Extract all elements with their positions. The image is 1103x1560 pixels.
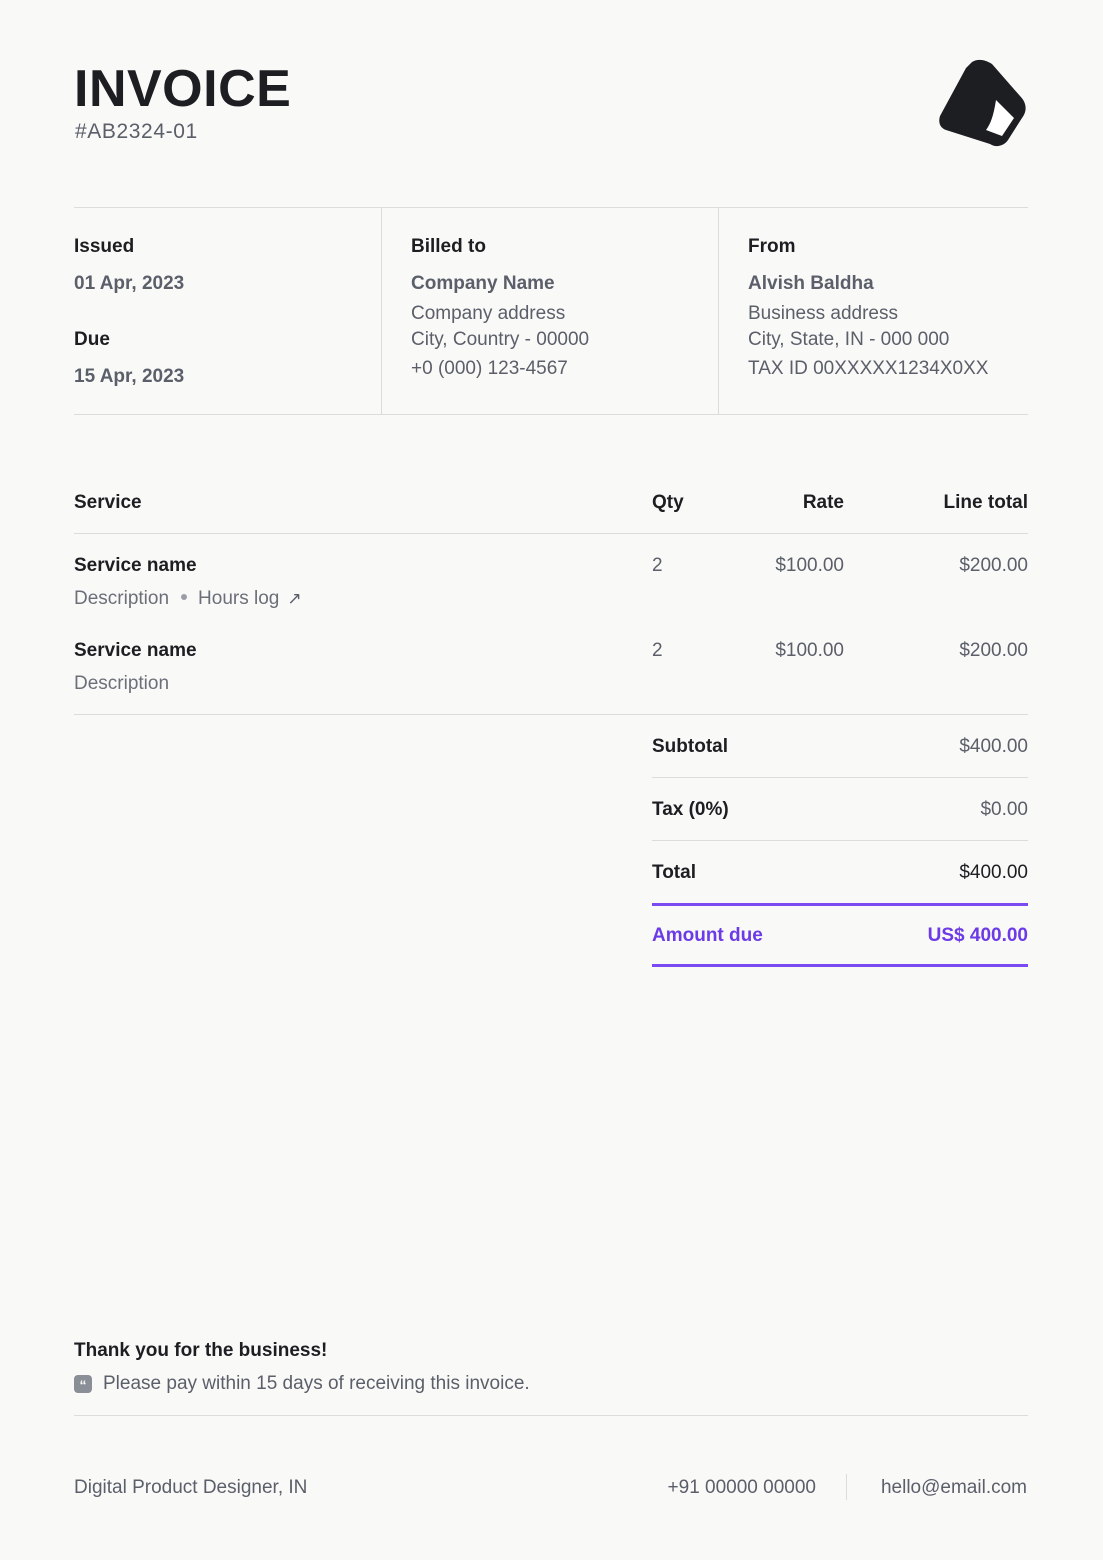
issued-date: 01 Apr, 2023 (74, 273, 185, 294)
service-name: Service name (74, 555, 197, 576)
issued-label: Issued (74, 236, 135, 257)
meta-column-divider (381, 207, 382, 414)
due-date: 15 Apr, 2023 (74, 366, 185, 387)
table-row (74, 640, 1028, 700)
footer-phone[interactable]: +91 00000 00000 (667, 1477, 816, 1498)
table-bottom-divider (74, 714, 1028, 715)
hours-log-link[interactable]: Hours log (198, 588, 280, 609)
service-description: Description (74, 673, 170, 694)
invoice-title: INVOICE (74, 60, 292, 118)
payment-note-line (74, 1373, 530, 1395)
external-link-arrow-icon[interactable]: ↗ (287, 589, 302, 608)
service-qty: 2 (652, 640, 663, 661)
from-address: Business address (748, 303, 898, 324)
amount-due-bottom-rule (652, 964, 1028, 967)
service-description-line (74, 588, 302, 610)
thank-you-note: Thank you for the business! (74, 1340, 328, 1361)
from-label: From (748, 236, 796, 257)
service-qty: 2 (652, 555, 663, 576)
meta-top-divider (74, 207, 1028, 208)
amount-due-label: Amount due (652, 925, 763, 946)
quote-icon: “ (74, 1375, 92, 1393)
billed-to-name: Company Name (411, 273, 555, 294)
billed-to-phone: +0 (000) 123-4567 (411, 358, 568, 379)
total-label: Total (652, 862, 696, 883)
service-rate: $100.00 (775, 640, 844, 661)
column-header-line-total: Line total (943, 492, 1028, 513)
column-header-qty: Qty (652, 492, 684, 513)
billed-to-label: Billed to (411, 236, 486, 257)
billed-to-address: Company address (411, 303, 566, 324)
service-rate: $100.00 (775, 555, 844, 576)
footer-divider (74, 1415, 1028, 1416)
service-description: Description (74, 588, 170, 609)
from-tax-id: TAX ID 00XXXXX1234X0XX (748, 358, 989, 379)
meta-column-divider (718, 207, 719, 414)
footer-email[interactable]: hello@email.com (880, 1477, 1027, 1498)
subtotal-label: Subtotal (652, 736, 728, 757)
invoice-number: #AB2324-01 (75, 120, 198, 143)
service-line-total: $200.00 (959, 555, 1028, 576)
subtotal-divider (652, 777, 1028, 778)
tax-label: Tax (0%) (652, 799, 729, 820)
logo-icon (936, 56, 1032, 152)
table-row (74, 555, 1028, 615)
from-city: City, State, IN - 000 000 (748, 329, 950, 350)
tax-value: $0.00 (980, 799, 1028, 820)
billed-to-city: City, Country - 00000 (411, 329, 590, 350)
tax-divider (652, 840, 1028, 841)
service-name: Service name (74, 640, 197, 661)
subtotal-value: $400.00 (959, 736, 1028, 757)
separator-dot-icon (181, 594, 187, 600)
table-header-divider (74, 533, 1028, 534)
column-header-rate: Rate (802, 492, 844, 513)
payment-note: Please pay within 15 days of receiving this invoice. (103, 1373, 530, 1394)
due-label: Due (74, 329, 110, 350)
service-line-total: $200.00 (959, 640, 1028, 661)
from-name: Alvish Baldha (748, 273, 874, 294)
footer-role: Digital Product Designer, IN (74, 1477, 308, 1498)
total-value: $400.00 (959, 862, 1028, 883)
column-header-service: Service (74, 492, 142, 513)
meta-bottom-divider (74, 414, 1028, 415)
amount-due-top-rule (652, 903, 1028, 906)
amount-due-value: US$ 400.00 (927, 925, 1028, 946)
